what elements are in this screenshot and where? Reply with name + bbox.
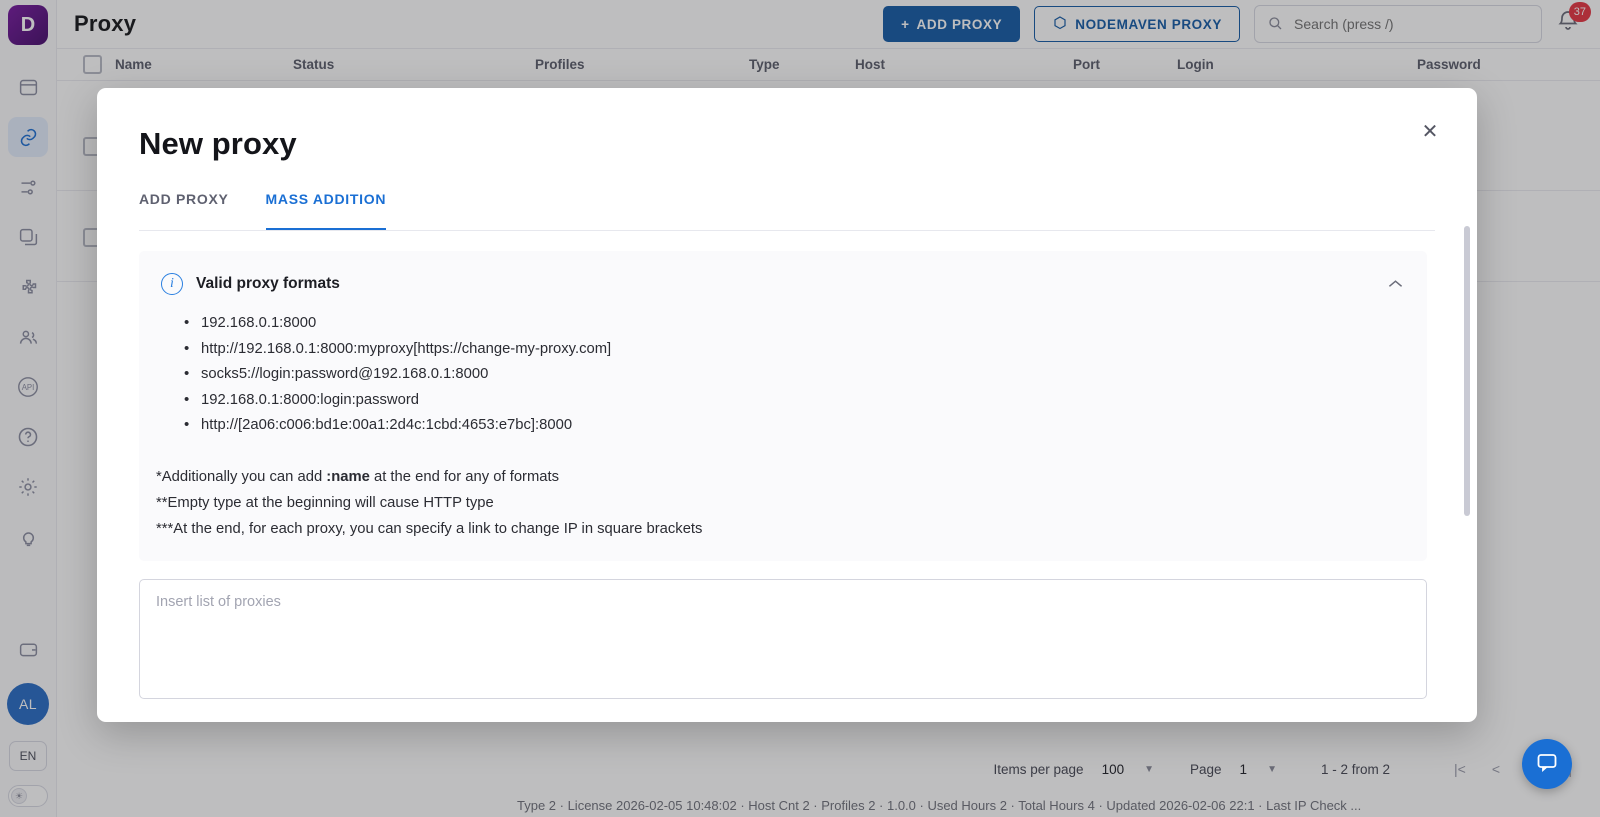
format-note-1: [156, 465, 1427, 491]
valid-proxy-formats-header[interactable]: [139, 251, 1427, 295]
items-per-page-label: Items per page: [993, 761, 1084, 777]
nodemaven-proxy-button-label: NODEMAVEN PROXY: [1075, 16, 1222, 32]
language-selector[interactable]: EN: [9, 741, 47, 771]
list-item: • 192.168.0.1:8000: [184, 311, 1427, 337]
list-item: • http://192.168.0.1:8000:myproxy[https://change-my-proxy.com]: [184, 337, 1427, 363]
chat-icon: [1535, 750, 1559, 779]
column-header-port[interactable]: Port: [1073, 57, 1100, 72]
page-title: Proxy: [74, 11, 137, 36]
modal-scrollbar[interactable]: [1464, 226, 1470, 658]
column-header-type[interactable]: Type: [749, 57, 780, 72]
sun-icon: ☀: [11, 788, 27, 804]
page-value: 1: [1239, 761, 1248, 777]
status-strip: Type 2 · License 2026-02-05 10:48:02 · Host Cnt 2 · Profiles 2 · 1.0.0 · Used Hours 2 · Total Hours 4 · Updated 2026-02-06 22:1 · Last IP Check ...: [517, 798, 1362, 813]
proxy-list-input[interactable]: [139, 579, 1427, 699]
chevron-down-icon: ▼: [1267, 763, 1277, 775]
previous-page-icon[interactable]: <: [1491, 761, 1500, 777]
range-label: 1 - 2 from 2: [1320, 761, 1390, 777]
format-note-3: ***At the end, for each proxy, you can specify a link to change IP in square brackets: [156, 520, 703, 537]
format-note-1-suffix: at the end for any of formats: [369, 468, 560, 485]
modal-tabs: [139, 191, 1435, 231]
column-header-status[interactable]: Status: [293, 57, 335, 72]
modal-title: New proxy: [139, 126, 297, 161]
tab-mass-addition[interactable]: MASS ADDITION: [266, 191, 387, 230]
first-page-icon[interactable]: |<: [1454, 761, 1466, 777]
avatar[interactable]: AL: [7, 683, 49, 725]
valid-proxy-formats-panel: [139, 251, 1427, 561]
column-header-login[interactable]: Login: [1177, 57, 1214, 72]
plus-icon: +: [901, 16, 910, 32]
info-icon: i: [161, 273, 183, 295]
list-item: • http://[2a06:c006:bd1e:00a1:2d4c:1cbd:4653:e7bc]:8000: [184, 413, 1427, 439]
notifications-badge: 37: [1569, 2, 1591, 22]
list-item: • 192.168.0.1:8000:login:password: [184, 388, 1427, 414]
chevron-up-icon[interactable]: [1388, 277, 1403, 292]
svg-text:API: API: [21, 383, 35, 393]
column-header-host[interactable]: Host: [855, 57, 885, 72]
format-notes: [156, 465, 1427, 542]
new-proxy-modal: [97, 88, 1477, 722]
app-logo[interactable]: D: [8, 5, 48, 45]
format-note-2: **Empty type at the beginning will cause HTTP type: [156, 494, 494, 511]
list-item: • socks5://login:password@192.168.0.1:8000: [184, 362, 1427, 388]
column-header-password[interactable]: Password: [1417, 57, 1481, 72]
tab-add-proxy[interactable]: ADD PROXY: [139, 191, 229, 207]
items-per-page-value: 100: [1101, 761, 1125, 777]
format-note-1-prefix: *Additionally you can add: [156, 468, 327, 485]
proxy-format-list: [184, 311, 1427, 439]
close-icon[interactable]: ✕: [1421, 120, 1439, 143]
chevron-down-icon: ▼: [1144, 763, 1155, 775]
add-proxy-button-label: ADD PROXY: [916, 16, 1003, 32]
page-label: Page: [1190, 761, 1222, 777]
column-header-name[interactable]: Name: [115, 57, 152, 72]
format-note-1-bold: :name: [326, 468, 370, 485]
chat-button[interactable]: [1522, 739, 1572, 789]
column-header-profiles[interactable]: Profiles: [535, 57, 585, 72]
valid-proxy-formats-title: Valid proxy formats: [196, 275, 340, 292]
modal-scrollbar-thumb[interactable]: [1464, 226, 1470, 516]
